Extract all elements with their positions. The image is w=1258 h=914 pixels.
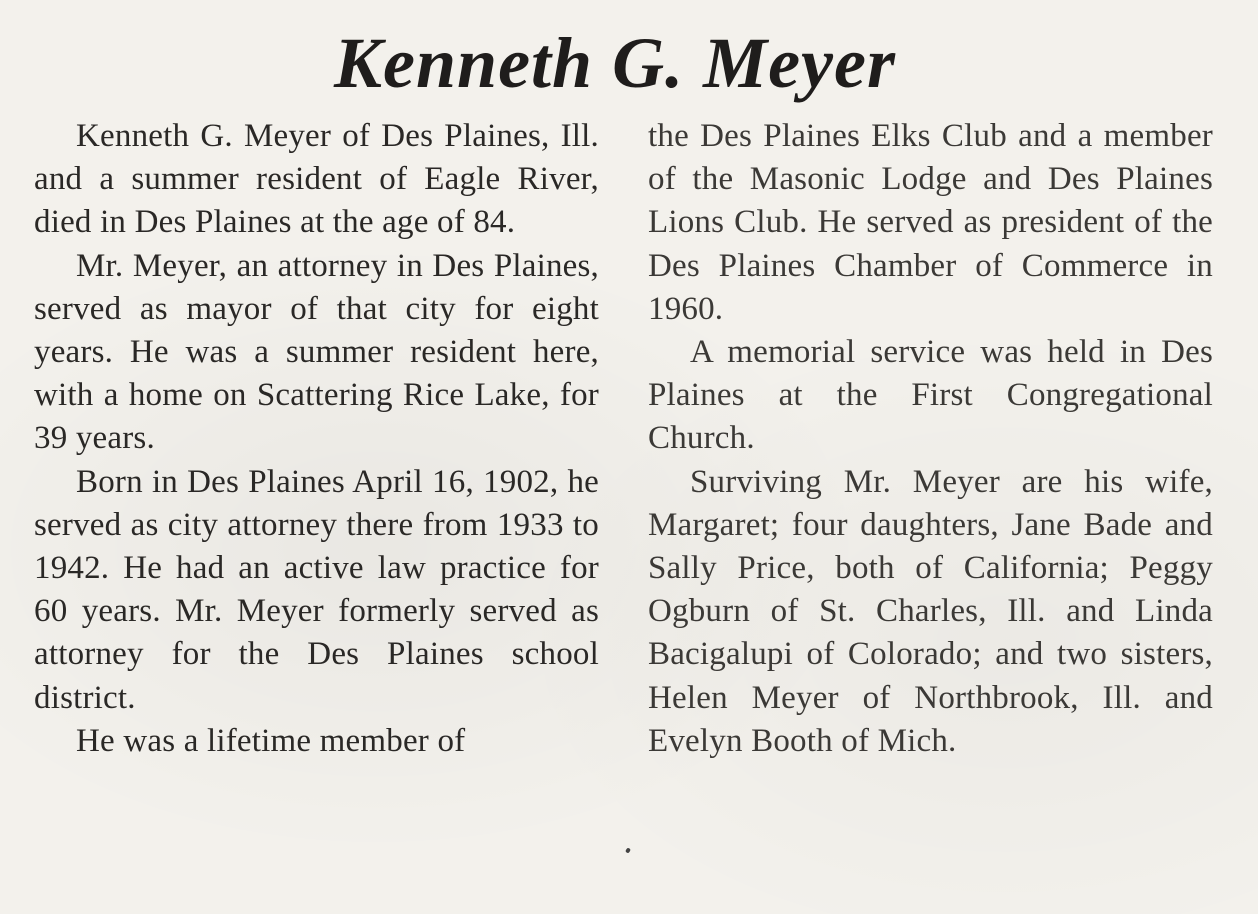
paragraph: He was a lifetime member of [76,722,466,759]
paragraph: Surviving Mr. Meyer are his wife, Margaret; four daughters, Jane Bade and Sally Price, both of California; Peggy Ogburn of St. Charles, Ill. and Linda Bacigalupi of Colorado; and two sisters, Helen Meyer of Northbrook, Ill. and Evelyn Booth of Mich. [648,463,1213,759]
text-column-left [34,115,599,763]
paragraph: the Des Plaines Elks Club and a member of the Masonic Lodge and Des Plaines Lions Club. He served as president of the Des Plaines Chamber of Commerce in 1960. [648,118,1213,327]
paragraph: Born in Des Plaines April 16, 1902, he served as city attorney there from 1933 to 1942. He had an active law practice for 60 years. Mr. Meyer formerly served as attorney for the Des Plaines school district. [34,463,599,716]
paragraph: Mr. Meyer, an attorney in Des Plaines, served as mayor of that city for eight years. He was a summer resident here, with a home on Scattering Rice Lake, for 39 years. [34,247,599,457]
text-column-right [648,115,1213,763]
print-speck [625,847,631,853]
obituary-headline: Kenneth G. Meyer [334,23,896,103]
paragraph: Kenneth G. Meyer of Des Plaines, Ill. and a summer resident of Eagle River, died in Des Plaines at the age of 84. [34,118,599,241]
paragraph: A memorial service was held in Des Plaines at the First Congregational Church. [648,334,1213,457]
